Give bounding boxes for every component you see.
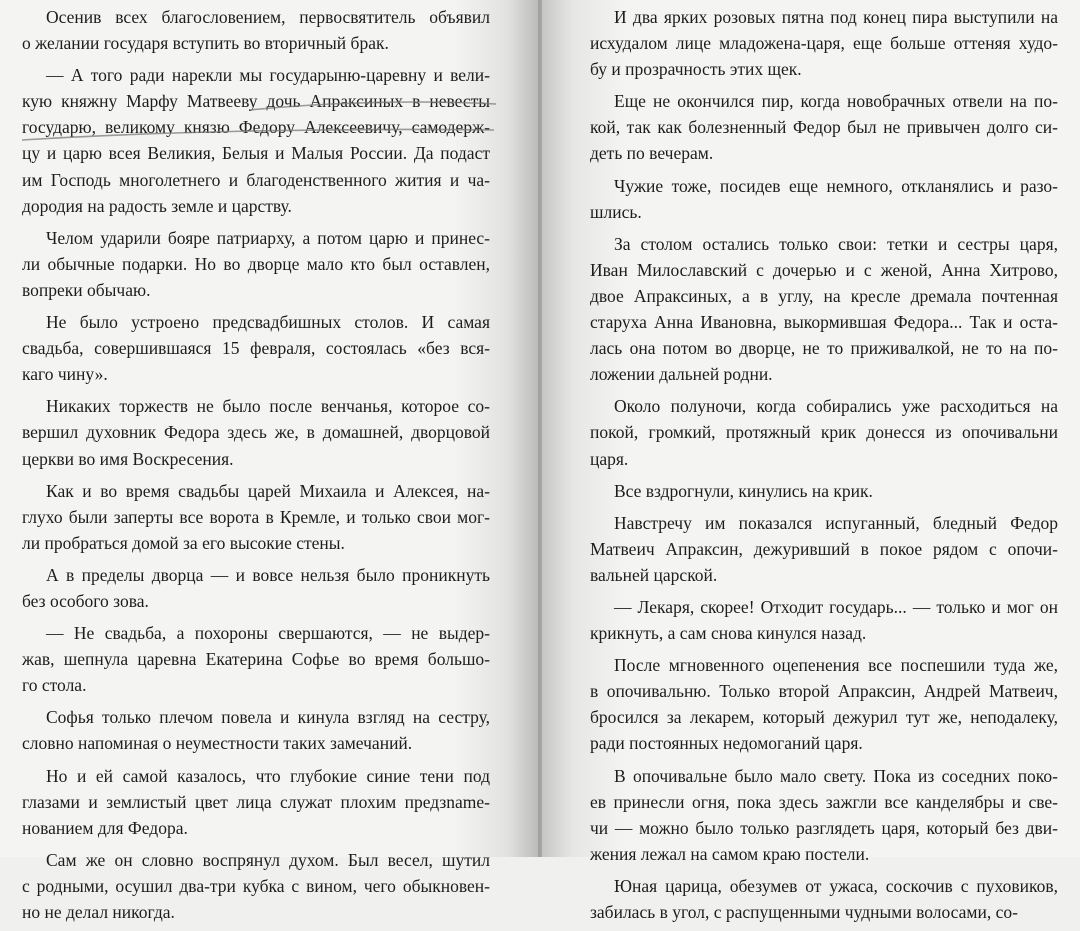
text-line: Как и во время свадьбы царей Михаила и Алексея, на- [46, 480, 490, 501]
paragraph [590, 393, 1058, 471]
text-line: двое Апраксиных, а в углу, на кресле дремала почтенная [590, 285, 1058, 306]
text-line: лась она потом во дворце, не то приживалкой, не то на по- [590, 338, 1058, 359]
text-line: Все вздрогнули, кинулись на крик. [614, 480, 873, 501]
text-line: о желании государя вступить во вторичный брак. [22, 33, 389, 54]
paragraph [590, 4, 1058, 82]
text-line: И два ярких розовых пятна под конец пира выступили на [614, 7, 1058, 27]
text-line: в опочивальню. Только второй Апраксин, Андрей Матвеич, [590, 681, 1058, 702]
paragraph [590, 510, 1058, 588]
text-line: с родными, осушил два-три кубка с вином, чего обыкновен- [22, 875, 490, 896]
book-gutter [538, 0, 542, 857]
paragraph [590, 231, 1058, 388]
text-line: ради постоянных недомоганий царя. [590, 733, 863, 754]
text-line: А в пределы дворца — и вовсе нельзя было проникнуть [46, 564, 490, 585]
text-line: Еще не окончился пир, когда новобрачных отвели на по- [614, 91, 1058, 112]
text-line: словно напоминая о неуместности таких замечаний. [22, 733, 413, 754]
text-line: но не делал никогда. [22, 902, 175, 922]
text-line: дородия на радость земле и царству. [22, 195, 292, 216]
text-line: чи — можно было только разглядеть царя, который без дви- [590, 817, 1058, 838]
paragraph [22, 562, 490, 614]
text-line: покой, громкий, протяжный крик донесся из опочивальни [590, 422, 1058, 443]
text-line: ли пробраться домой за его высокие стены. [22, 532, 345, 553]
text-line: исхудалом лице младожена-царя, еще больше оттеняя худо- [590, 33, 1058, 54]
left-page-text [22, 4, 490, 931]
text-line: го стола. [22, 675, 87, 696]
text-line: свадьба, совершившаяся 15 февраля, состоялась «без вся- [22, 338, 490, 359]
text-line: Не было устроено предсвадбишных столов. И самая [46, 312, 490, 333]
paragraph [22, 847, 490, 925]
text-line: им Господь многолетнего и благоденственного жития и ча- [22, 169, 490, 190]
text-line: вальней царской. [590, 564, 718, 585]
right-page-text [590, 4, 1058, 931]
paragraph [22, 763, 490, 841]
text-line: — Лекаря, скорее! Отходит государь... — только и мог он [614, 596, 1058, 617]
text-line: глухо были заперты все ворота в Кремле, и только свои мог- [22, 506, 490, 527]
paragraph [22, 620, 490, 698]
text-line: жения лежал на самом краю постели. [590, 843, 870, 864]
paragraph [590, 88, 1058, 166]
text-line: Но и ей самой казалось, что глубокие синие тени под [46, 765, 490, 786]
text-line: Никаких торжеств не было после венчанья, которое со- [46, 396, 490, 417]
text-line: Софья только плечом повела и кинула взгляд на сестру, [46, 707, 490, 728]
text-line: кой, так как болезненный Федор был не привычен долго си- [590, 117, 1058, 138]
text-line: нованием для Федора. [22, 817, 188, 838]
text-line: Чужие тоже, посидев еще немного, откланялись и разо- [614, 175, 1058, 196]
text-line: крикнуть, а сам снова кинулся назад. [590, 623, 867, 644]
paragraph [22, 478, 490, 556]
paragraph [590, 763, 1058, 867]
text-line: бросился за лекарем, который дежурил тут же, неподалеку, [590, 707, 1058, 728]
text-line: старуха Анна Ивановна, выкормившая Федора... Так и оста- [590, 312, 1058, 333]
text-line: Около полуночи, когда собирались уже расходиться на [614, 396, 1058, 417]
text-line: каго чину». [22, 364, 108, 385]
paragraph [22, 62, 490, 219]
text-line: бу и прозрачность этих щек. [590, 59, 802, 80]
paragraph [590, 478, 1058, 504]
text-line: глазами и землистый цвет лица служат плохим предзname- [22, 791, 490, 812]
text-line: После мгновенного оцепенения все поспешили туда же, [614, 655, 1058, 676]
text-line: За столом остались только свои: тетки и сестры царя, [614, 233, 1058, 254]
text-line: Юная царица, обезумев от ужаса, соскочив с пуховиков, [614, 875, 1058, 896]
text-line: жав, шепнула царевна Екатерина Софье во время большо- [22, 649, 490, 670]
text-line: — Не свадьба, а похороны свершаются, — не выдер- [46, 623, 490, 644]
paragraph [22, 4, 490, 56]
text-line: Челом ударили бояре патриарху, а потом царю и принес- [46, 227, 490, 248]
text-line: Сам же он словно воспрянул духом. Был весел, шутил [46, 849, 490, 870]
paragraph [22, 225, 490, 303]
text-line: церкви во имя Воскресения. [22, 448, 234, 469]
text-line: вопреки обычаю. [22, 279, 151, 300]
text-line: без особого зова. [22, 590, 149, 611]
paragraph [22, 704, 490, 756]
text-line: вершил духовник Федора здесь же, в домашней, дворцовой [22, 422, 490, 443]
paragraph [590, 652, 1058, 756]
paragraph [22, 393, 490, 471]
text-line: царя. [590, 448, 629, 469]
text-line: Осенив всех благословением, первосвятитель объявил [46, 7, 490, 27]
text-line: деть по вечерам. [590, 143, 714, 164]
text-line: цу и царю всея Великия, Белыя и Малыя России. Да подаст [22, 143, 490, 164]
text-line: Матвеич Апраксин, дежуривший в покое рядом с опочи- [590, 538, 1058, 559]
paragraph [22, 309, 490, 387]
text-line: шлись. [590, 201, 642, 222]
text-line: В опочивальне было мало свету. Пока из соседних поко- [614, 765, 1058, 786]
paragraph [590, 594, 1058, 646]
paragraph [590, 173, 1058, 225]
text-line: ложении дальней родни. [590, 364, 773, 385]
text-line: — А того ради нарекли мы государыню-царевну и вели- [46, 65, 490, 86]
text-line: государю, великому князю Федору Алексеевичу, самодерж- [22, 117, 490, 138]
text-line: ев принесли огня, пока здесь зажгли все канделябры и све- [590, 791, 1058, 812]
text-line: забилась в угол, с распущенными чудными волосами, со- [590, 902, 1018, 922]
text-line: кую княжну Марфу Матвееву дочь Апраксиных в невесты [22, 91, 490, 112]
text-line: ли обычные подарки. Но во дворце мало кто был оставлен, [22, 253, 490, 274]
text-line: Навстречу им показался испуганный, бледный Федор [614, 512, 1058, 533]
text-line: Иван Милославский с дочерью и с женой, Анна Хитрово, [590, 259, 1058, 280]
paragraph [590, 873, 1058, 925]
